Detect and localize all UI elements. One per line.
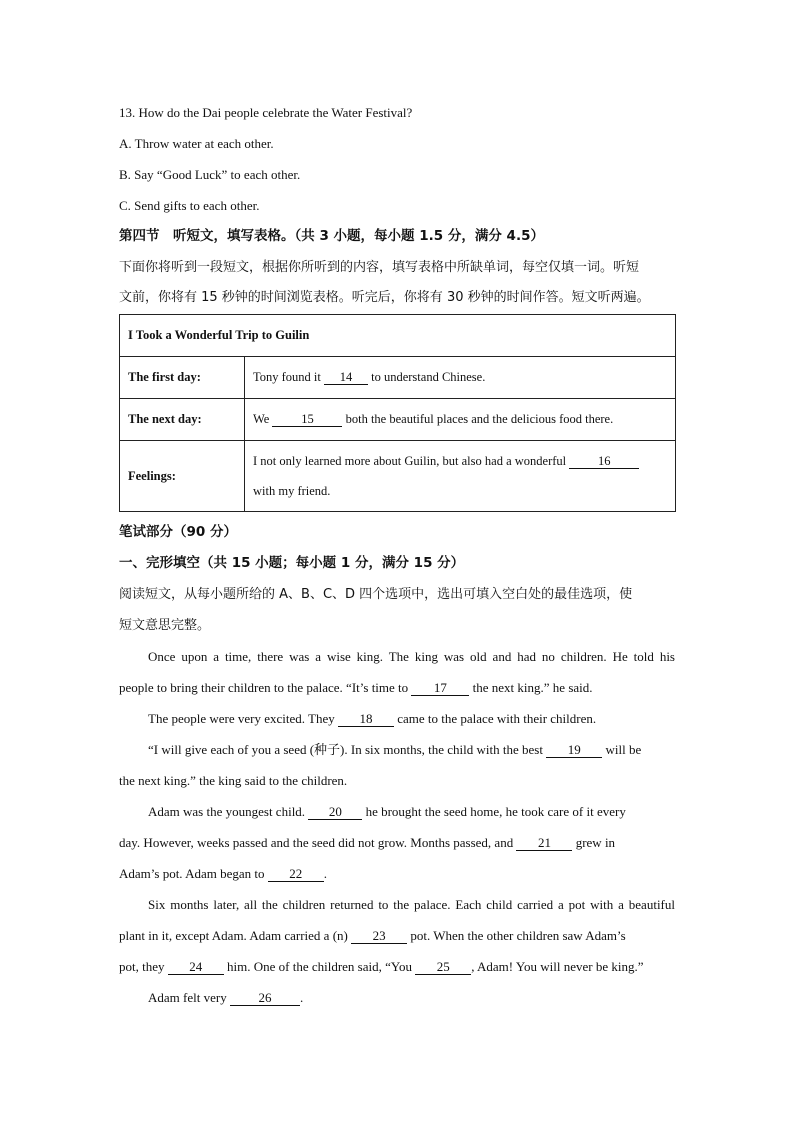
question-13: 13. How do the Dai people celebrate the Water Festival? xyxy=(119,105,413,120)
blank-25: 25 xyxy=(415,960,471,975)
blank-15: 15 xyxy=(272,412,342,427)
option-a: A. Throw water at each other. xyxy=(119,136,274,151)
passage-line xyxy=(119,672,675,703)
row-text: I not only learned more about Guilin, but also had a wonderful xyxy=(253,454,570,468)
blank-22: 22 xyxy=(268,867,324,882)
passage-line xyxy=(119,920,675,951)
passage-text: people to bring their children to the palace. “It’s time to xyxy=(119,680,412,695)
option-c: C. Send gifts to each other. xyxy=(119,198,260,213)
blank-17: 17 xyxy=(411,681,469,696)
passage-line xyxy=(119,858,675,889)
passage-text: him. One of the children said, “You xyxy=(223,959,416,974)
section4-instructions-1: 下面你将听到一段短文，根据你所听到的内容，填写表格中所缺单词，每空仅填一词。听短 xyxy=(119,260,640,275)
passage-text: , Adam! You will never be king.” xyxy=(471,959,644,974)
passage-line xyxy=(119,827,675,858)
row-text: both the beautiful places and the delicious food there. xyxy=(342,412,614,426)
blank-26: 26 xyxy=(230,991,300,1006)
blank-16: 16 xyxy=(569,454,639,469)
passage-text: will be xyxy=(602,742,642,757)
option-b: B. Say “Good Luck” to each other. xyxy=(119,167,301,182)
passage-text: . xyxy=(299,990,304,1005)
row-label: The next day: xyxy=(120,399,245,441)
table-row xyxy=(120,399,676,441)
row-content xyxy=(245,441,676,512)
passage-text: the next king.” he said. xyxy=(469,680,593,695)
passage-text: Adam was the youngest child. xyxy=(148,804,309,819)
passage-line: the next king.” the king said to the children. xyxy=(119,773,348,788)
passage-line xyxy=(119,734,675,765)
passage-text: Adam’s pot. Adam began to xyxy=(119,866,268,881)
part1-instructions-2: 短文意思完整。 xyxy=(119,618,211,633)
passage-text: The people were very excited. They xyxy=(148,711,338,726)
blank-18: 18 xyxy=(338,712,394,727)
table-row xyxy=(120,357,676,399)
blank-14: 14 xyxy=(324,370,368,385)
cloze-passage xyxy=(119,641,675,1013)
passage-text: day. However, weeks passed and the seed did not grow. Months passed, and xyxy=(119,835,517,850)
passage-text: Adam felt very xyxy=(148,990,230,1005)
section4-instructions-2: 文前，你将有 15 秒钟的时间浏览表格。听完后，你将有 30 秒钟的时间作答。短文听两遍。 xyxy=(119,290,650,305)
passage-line: Once upon a time, there was a wise king. The king was old and had no children. He told his xyxy=(148,649,675,664)
passage-text: pot, they xyxy=(119,959,168,974)
passage-line xyxy=(119,703,675,734)
passage-line xyxy=(119,796,675,827)
row-label: Feelings: xyxy=(120,441,245,512)
blank-24: 24 xyxy=(168,960,224,975)
passage-line xyxy=(119,982,675,1013)
row-content xyxy=(245,399,676,441)
passage-line xyxy=(119,951,675,982)
row-content xyxy=(245,357,676,399)
blank-19: 19 xyxy=(546,743,602,758)
passage-text: grew in xyxy=(572,835,616,850)
blank-23: 23 xyxy=(351,929,407,944)
passage-text: pot. When the other children saw Adam’s xyxy=(407,928,626,943)
passage-text: “I will give each of you a seed (种子). In six months, the child with the best xyxy=(148,742,547,757)
part1-heading: 一、完形填空（共 15 小题；每小题 1 分，满分 15 分） xyxy=(119,555,465,571)
row-label: The first day: xyxy=(120,357,245,399)
passage-line: Six months later, all the children returned to the palace. Each child carried a pot with a beautiful xyxy=(148,897,675,912)
passage-text: he brought the seed home, he took care of it every xyxy=(362,804,626,819)
blank-21: 21 xyxy=(516,836,572,851)
row-text: to understand Chinese. xyxy=(368,370,486,384)
table-title: I Took a Wonderful Trip to Guilin xyxy=(120,315,676,357)
section4-heading: 第四节 听短文，填写表格。（共 3 小题，每小题 1.5 分，满分 4.5） xyxy=(119,228,544,244)
passage-text: . xyxy=(323,866,328,881)
row-text: Tony found it xyxy=(253,370,324,384)
trip-table xyxy=(119,314,676,512)
row-text: with my friend. xyxy=(253,484,331,498)
part1-instructions-1: 阅读短文，从每小题所给的 A、B、C、D 四个选项中，选出可填入空白处的最佳选项，使 xyxy=(119,587,633,602)
table-row xyxy=(120,441,676,512)
row-text: We xyxy=(253,412,273,426)
blank-20: 20 xyxy=(308,805,362,820)
passage-text: came to the palace with their children. xyxy=(393,711,597,726)
passage-text: plant in it, except Adam. Adam carried a (n) xyxy=(119,928,352,943)
written-heading: 笔试部分（90 分） xyxy=(119,524,237,540)
